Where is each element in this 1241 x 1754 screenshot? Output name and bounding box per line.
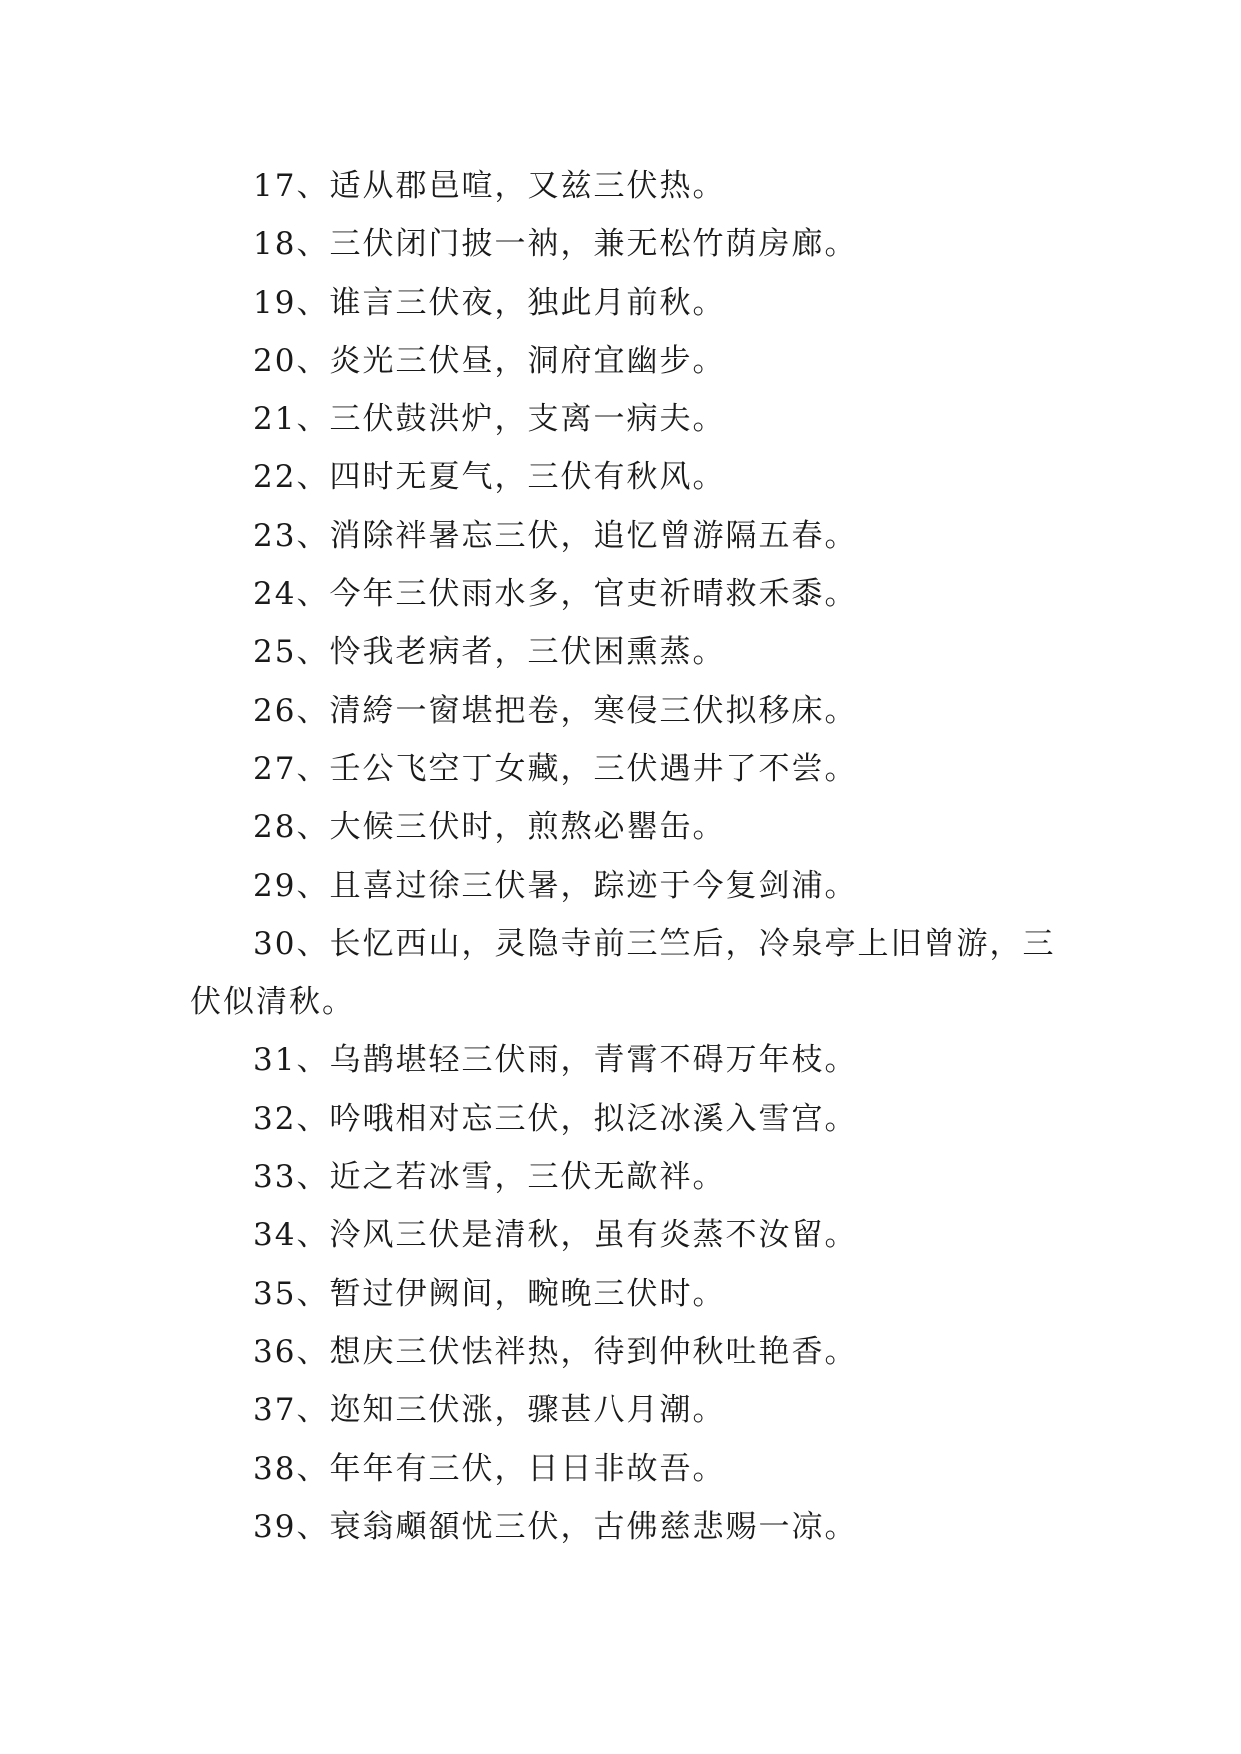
text-line: 21、三伏鼓洪炉，支离一病夫。	[253, 401, 726, 438]
text-line: 33、近之若冰雪，三伏无歊袢。	[253, 1159, 726, 1196]
text-line: 32、吟哦相对忘三伏，拟泛冰溪入雪宫。	[253, 1100, 858, 1137]
text-line: 28、大候三伏时，煎熬必罌缶。	[253, 809, 726, 846]
text-line: 30、长忆西山，灵隐寺前三竺后，冷泉亭上旧曾游，三	[253, 925, 1056, 962]
text-line: 29、且喜过徐三伏暑，踪迹于今复剑浦。	[253, 867, 858, 904]
text-line: 20、炎光三伏昼，洞府宜幽步。	[253, 342, 726, 379]
text-line: 27、壬公飞空丁女藏，三伏遇井了不尝。	[253, 750, 858, 787]
text-line: 24、今年三伏雨水多，官吏祈晴救禾黍。	[253, 576, 858, 613]
text-line: 23、消除袢暑忘三伏，追忆曾游隔五春。	[253, 517, 858, 554]
text-line: 31、乌鹊堪轻三伏雨，青霄不碍万年枝。	[253, 1042, 858, 1079]
text-line: 19、谁言三伏夜，独此月前秋。	[253, 284, 726, 321]
text-line: 26、清絝一窗堪把卷，寒侵三伏拟移床。	[253, 692, 858, 729]
text-line: 25、怜我老病者，三伏困熏蒸。	[253, 634, 726, 671]
text-line: 37、迩知三伏涨，骤甚八月潮。	[253, 1392, 726, 1429]
text-line: 35、暂过伊阙间，畹晚三伏时。	[253, 1275, 726, 1312]
document-body	[190, 157, 1060, 1556]
text-line: 36、想庆三伏怯袢热，待到仲秋吐艳香。	[253, 1333, 858, 1370]
text-line: 38、年年有三伏，日日非故吾。	[253, 1450, 726, 1487]
text-line: 22、四时无夏气，三伏有秋风。	[253, 459, 726, 496]
text-line-continuation: 伏似清秋。	[190, 984, 355, 1021]
text-line: 18、三伏闭门披一衲，兼无松竹荫房廊。	[253, 226, 858, 263]
text-line: 39、衰翁顑頟忧三伏，古佛慈悲赐一凉。	[253, 1508, 858, 1545]
text-line: 17、适从郡邑喧，又兹三伏热。	[253, 168, 726, 204]
text-line: 34、泠风三伏是清秋，虽有炎蒸不汝留。	[253, 1217, 858, 1254]
